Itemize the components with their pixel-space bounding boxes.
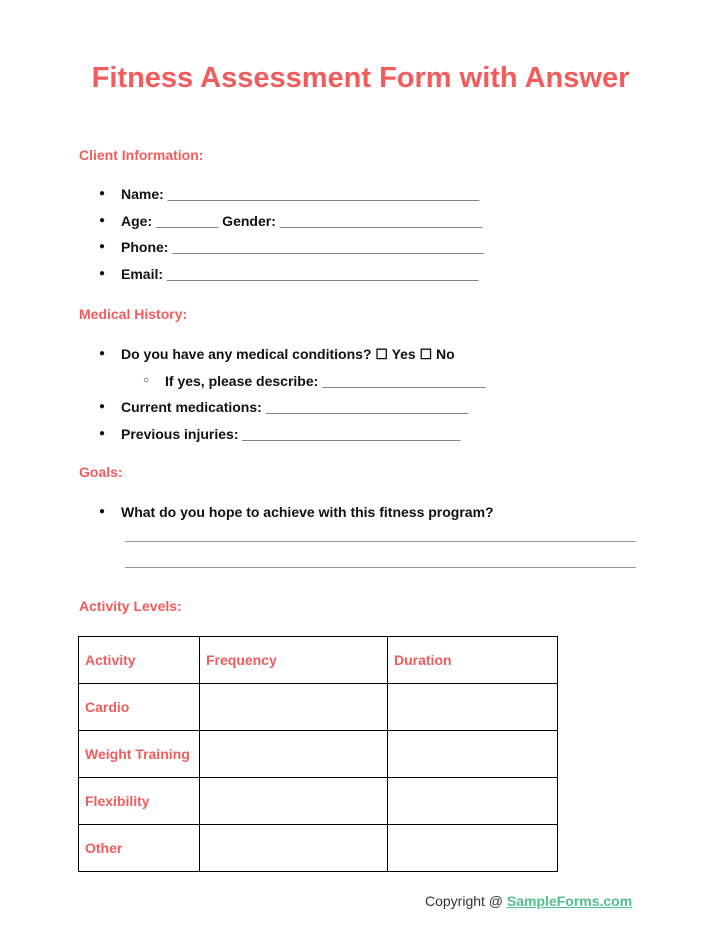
activity-table	[78, 636, 558, 872]
table-row	[79, 731, 558, 778]
header-frequency: Frequency	[200, 637, 388, 684]
header-duration: Duration	[388, 637, 558, 684]
age-gender-field[interactable]: ● Age: ________ Gender: __________________________	[79, 211, 484, 238]
table-header-row	[79, 637, 558, 684]
goals-answer-line-1[interactable]	[125, 541, 636, 542]
activity-label: Other	[79, 825, 200, 872]
goals-question: ● What do you hope to achieve with this fitness program?	[79, 502, 494, 529]
activity-label: Flexibility	[79, 778, 200, 825]
duration-cell[interactable]	[388, 731, 558, 778]
client-info-list	[79, 184, 484, 290]
goals-answer-line-2[interactable]	[125, 567, 636, 568]
frequency-cell[interactable]	[200, 684, 388, 731]
page-title: Fitness Assessment Form with Answer	[91, 62, 630, 94]
frequency-cell[interactable]	[200, 825, 388, 872]
name-field[interactable]: ● Name: ________________________________________	[79, 184, 484, 211]
copyright-text: Copyright @	[425, 893, 507, 909]
footer	[425, 893, 632, 909]
frequency-cell[interactable]	[200, 778, 388, 825]
goals-list	[79, 502, 494, 529]
describe-field[interactable]: ○ If yes, please describe: _____________________	[79, 371, 486, 398]
activity-levels-heading: Activity Levels:	[79, 598, 182, 614]
medications-field[interactable]: ● Current medications: __________________________	[79, 397, 486, 424]
duration-cell[interactable]	[388, 825, 558, 872]
header-activity: Activity	[79, 637, 200, 684]
table-row	[79, 684, 558, 731]
client-info-heading: Client Information:	[79, 147, 204, 163]
injuries-field[interactable]: ● Previous injuries: ____________________________	[79, 424, 486, 451]
duration-cell[interactable]	[388, 778, 558, 825]
medical-conditions-question[interactable]: ● Do you have any medical conditions? ☐ Yes ☐ No	[79, 344, 486, 371]
goals-heading: Goals:	[79, 464, 123, 480]
activity-label: Cardio	[79, 684, 200, 731]
email-field[interactable]: ● Email: ________________________________________	[79, 264, 484, 291]
table-row	[79, 825, 558, 872]
sampleforms-link[interactable]: SampleForms.com	[506, 893, 633, 909]
frequency-cell[interactable]	[200, 731, 388, 778]
medical-history-heading: Medical History:	[79, 306, 188, 322]
table-row	[79, 778, 558, 825]
duration-cell[interactable]	[388, 684, 558, 731]
medical-history-list	[79, 344, 486, 450]
phone-field[interactable]: ● Phone: ________________________________________	[79, 237, 484, 264]
activity-label: Weight Training	[79, 731, 200, 778]
